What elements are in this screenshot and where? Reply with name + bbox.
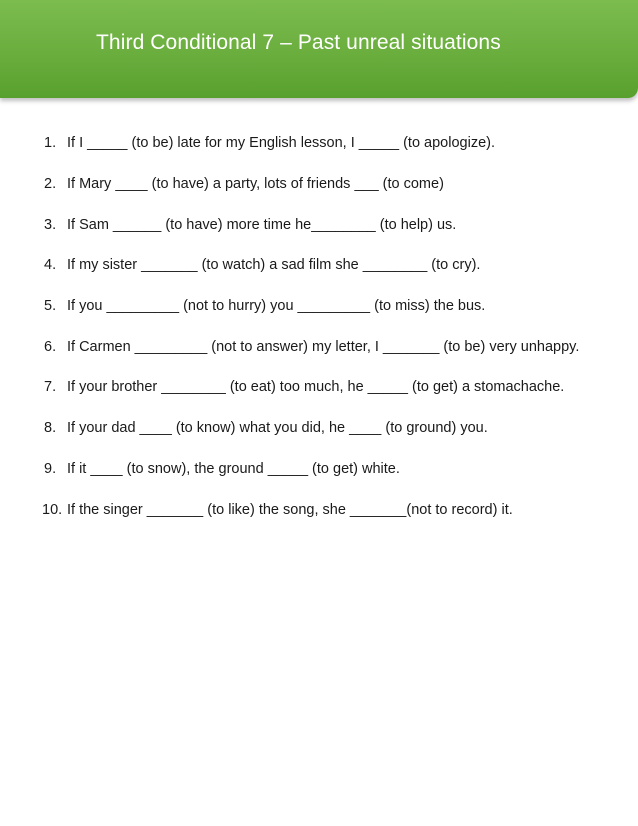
exercise-sentence: If it ____ (to snow), the ground _____ (to get) white.	[67, 461, 400, 477]
exercise-item	[0, 214, 638, 236]
exercise-number: 7.	[44, 379, 57, 395]
exercise-sentence: If the singer _______ (to like) the song, she _______(not to record) it.	[67, 502, 513, 518]
page-title: Third Conditional 7 – Past unreal situations	[96, 31, 501, 54]
exercise-item	[0, 336, 638, 358]
exercise-item	[0, 254, 638, 276]
exercise-number: 5.	[44, 298, 57, 314]
exercise-sentence: If Sam ______ (to have) more time he________ (to help) us.	[67, 217, 457, 233]
exercise-sentence: If my sister _______ (to watch) a sad film she ________ (to cry).	[67, 257, 481, 273]
exercise-item	[0, 376, 638, 398]
exercise-number: 8.	[44, 420, 57, 436]
exercise-item	[0, 173, 638, 195]
exercise-number: 9.	[44, 461, 57, 477]
exercise-sentence: If Carmen _________ (not to answer) my letter, I _______ (to be) very unhappy.	[67, 339, 580, 355]
exercise-sentence: If you _________ (not to hurry) you _________ (to miss) the bus.	[67, 298, 486, 314]
exercise-sentence: If Mary ____ (to have) a party, lots of friends ___ (to come)	[67, 176, 444, 192]
exercise-sentence: If I _____ (to be) late for my English lesson, I _____ (to apologize).	[67, 135, 495, 151]
exercise-number: 6.	[44, 339, 57, 355]
exercise-item	[0, 417, 638, 439]
exercise-number: 3.	[44, 217, 57, 233]
exercise-number: 2.	[44, 176, 57, 192]
exercise-number: 1.	[44, 135, 57, 151]
exercise-number: 10.	[42, 502, 63, 518]
exercise-number: 4.	[44, 257, 57, 273]
exercise-item	[0, 458, 638, 480]
exercise-item	[0, 295, 638, 317]
exercise-sentence: If your brother ________ (to eat) too much, he _____ (to get) a stomachache.	[67, 379, 565, 395]
header-banner	[0, 0, 638, 98]
exercise-item	[0, 132, 638, 154]
exercise-sentence: If your dad ____ (to know) what you did, he ____ (to ground) you.	[67, 420, 488, 436]
exercise-item	[0, 499, 638, 521]
